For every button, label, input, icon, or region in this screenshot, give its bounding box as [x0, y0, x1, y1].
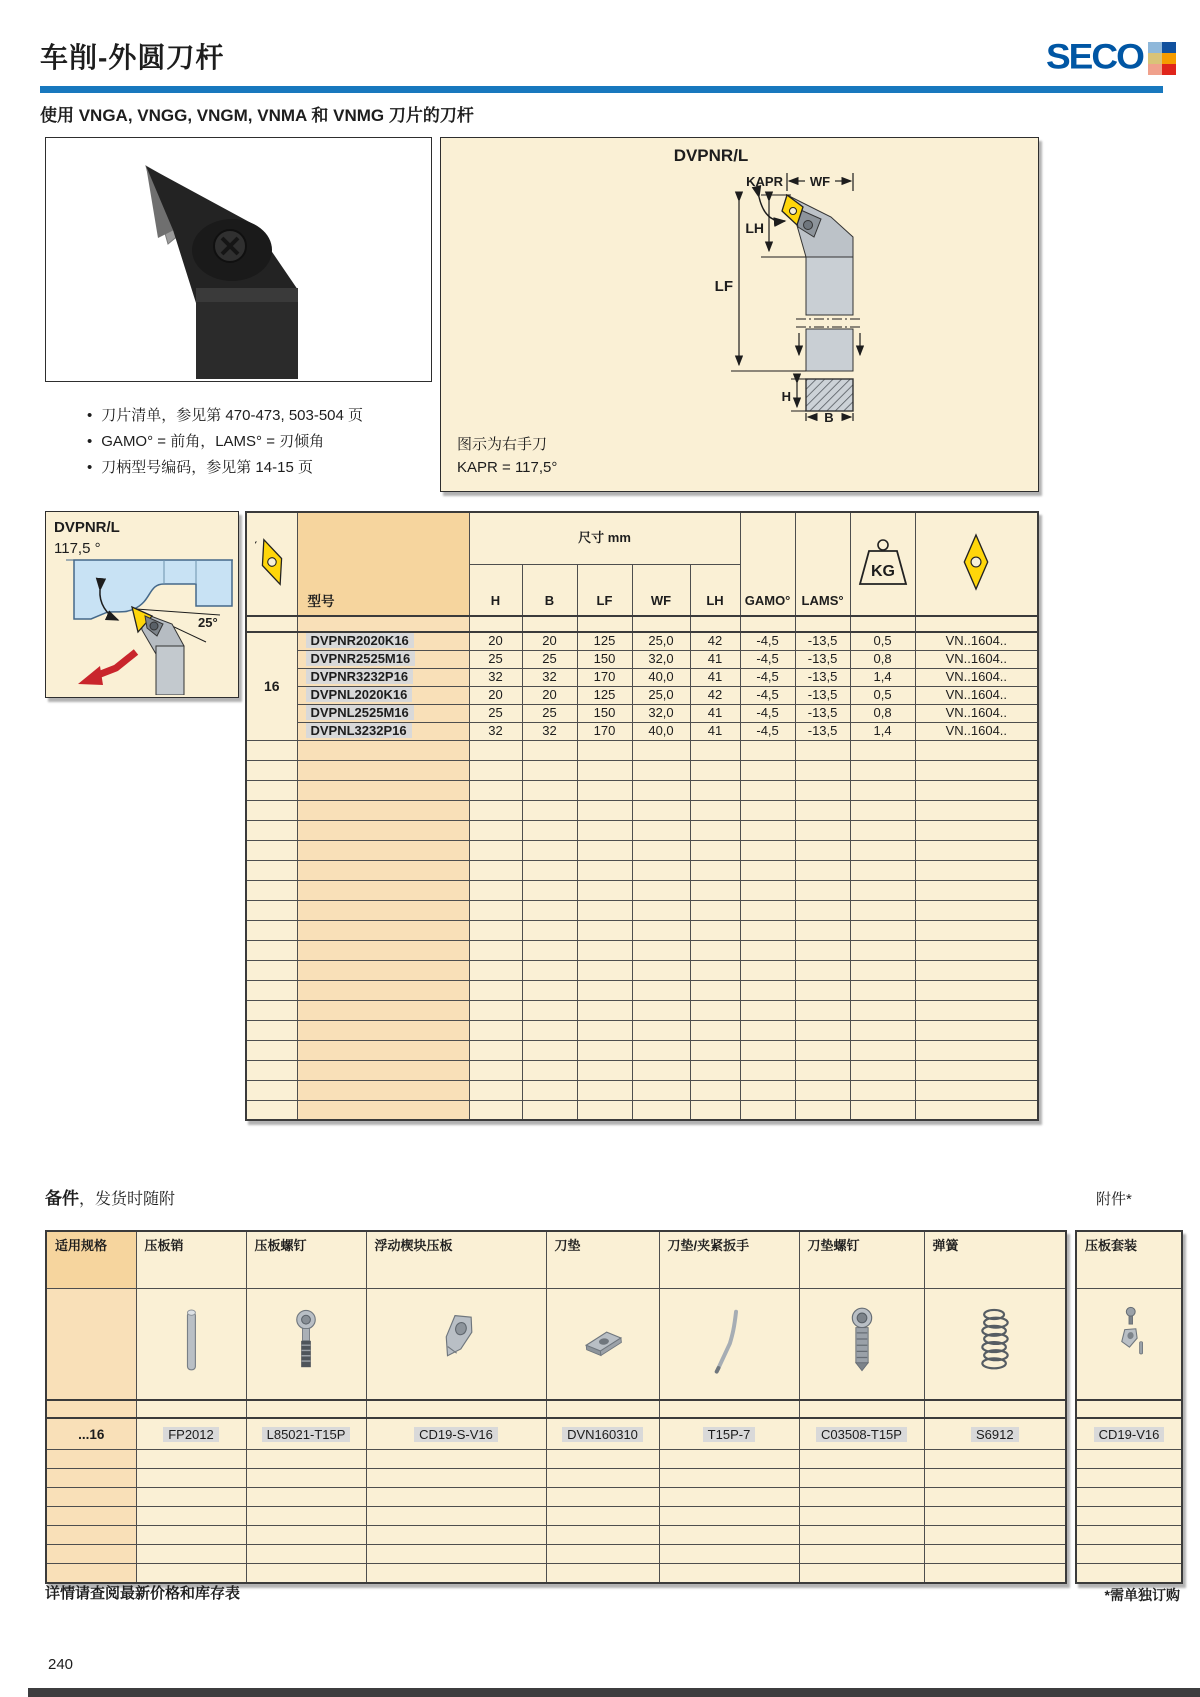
col-header-weight	[850, 512, 915, 616]
spacer-row	[1076, 1400, 1182, 1418]
dimension-drawing-icon	[601, 161, 981, 423]
cell-gamo: -4,5	[740, 704, 795, 722]
spares-icon-row	[46, 1289, 1066, 1401]
empty-row	[1076, 1469, 1182, 1488]
empty-row	[246, 880, 1038, 900]
empty-row	[246, 1060, 1038, 1080]
col-header-clamp-screw: 压板螺钉	[246, 1231, 366, 1289]
cell-lh: 41	[690, 722, 740, 740]
dimensions-table	[245, 511, 1039, 1121]
accessory-data-row	[1076, 1418, 1182, 1450]
notes-list	[47, 403, 363, 481]
cell-kg: 0,8	[850, 650, 915, 668]
cell-b: 25	[522, 650, 577, 668]
icon-cell	[1076, 1289, 1182, 1401]
cell-insert: VN..1604..	[915, 686, 1038, 704]
cell-lh: 42	[690, 632, 740, 650]
empty-row	[46, 1545, 1066, 1564]
icon-cell	[136, 1289, 246, 1401]
cell-gamo: -4,5	[740, 632, 795, 650]
cell-h: 32	[469, 722, 522, 740]
kg-weight-icon	[854, 538, 912, 586]
cell-lh: 41	[690, 668, 740, 686]
note-item: • 刀片清单，参见第 470-473, 503-504 页	[87, 403, 363, 429]
empty-row	[246, 940, 1038, 960]
accessory-table	[1075, 1230, 1183, 1584]
col-header-h: H	[469, 564, 522, 616]
col-header-size-mm: 尺寸 mm	[469, 512, 740, 564]
col-header-wedge-clamp: 浮动楔块压板	[366, 1231, 546, 1289]
icon-cell	[799, 1289, 924, 1401]
cell-gamo: -4,5	[740, 650, 795, 668]
seco-logo-squares-icon	[1148, 42, 1176, 75]
table-row	[246, 722, 1038, 740]
vn-insert-icon	[255, 533, 289, 591]
cell-h: 20	[469, 632, 522, 650]
spacer-row	[246, 616, 1038, 632]
empty-row	[46, 1488, 1066, 1507]
note-item: • 刀柄型号编码，参见第 14-15 页	[87, 455, 363, 481]
cell-lf: 125	[577, 632, 632, 650]
cell-part: C03508-T15P	[799, 1418, 924, 1450]
col-header-clamp-set: 压板套装	[1076, 1231, 1182, 1289]
cell-h: 20	[469, 686, 522, 704]
accessory-heading: 附件*	[1096, 1191, 1132, 1208]
col-header-lh: LH	[690, 564, 740, 616]
empty-row	[246, 920, 1038, 940]
cell-gamo: -4,5	[740, 686, 795, 704]
icon-cell	[546, 1289, 659, 1401]
seco-logo	[1046, 37, 1176, 76]
col-header-gamo: GAMO°	[740, 512, 795, 616]
table-row	[246, 686, 1038, 704]
shim-screw-icon	[840, 1300, 884, 1386]
cell-b: 25	[522, 704, 577, 722]
col-header-b: B	[522, 564, 577, 616]
insert-shape-icon-cell	[246, 512, 297, 616]
cell-lh: 41	[690, 704, 740, 722]
cell-model: DVPNL3232P16	[297, 722, 469, 740]
cell-model: DVPNR3232P16	[297, 668, 469, 686]
col-header-lf: LF	[577, 564, 632, 616]
cell-insert: VN..1604..	[915, 632, 1038, 650]
cell-part: FP2012	[136, 1418, 246, 1450]
shim-icon	[577, 1300, 629, 1386]
svg-text:KAPR: KAPR	[746, 174, 783, 189]
col-header-shim: 刀垫	[546, 1231, 659, 1289]
empty-row	[246, 980, 1038, 1000]
cell-lf: 150	[577, 704, 632, 722]
empty-row	[246, 900, 1038, 920]
cell-lh: 42	[690, 686, 740, 704]
col-header-wf: WF	[632, 564, 690, 616]
toolholder-photo-icon	[46, 138, 429, 379]
spares-data-row	[46, 1418, 1066, 1450]
cell-insert: VN..1604..	[915, 704, 1038, 722]
diagram-caption	[457, 433, 557, 479]
caption-line: 图示为右手刀	[457, 436, 548, 453]
seco-wordmark: SECO	[1046, 37, 1143, 76]
col-header-spring: 弹簧	[924, 1231, 1066, 1289]
cell-model: DVPNR2525M16	[297, 650, 469, 668]
table-header-row	[246, 512, 1038, 564]
application-diagram-box	[45, 511, 239, 698]
col-header-clamp-pin: 压板销	[136, 1231, 246, 1289]
cell-kg: 0,8	[850, 704, 915, 722]
col-header-insert	[915, 512, 1038, 616]
cell-insert: VN..1604..	[915, 722, 1038, 740]
cell-wf: 40,0	[632, 668, 690, 686]
cell-wf: 25,0	[632, 632, 690, 650]
empty-row	[246, 1040, 1038, 1060]
spares-header-row	[46, 1231, 1066, 1289]
empty-row	[246, 820, 1038, 840]
page-subtitle: 使用 VNGA, VNGG, VNGM, VNMA 和 VNMG 刀片的刀杆	[40, 106, 474, 125]
cell-model: DVPNL2525M16	[297, 704, 469, 722]
spares-heading-rest: ，发货时随附	[79, 1191, 176, 1208]
col-header-lams: LAMS°	[795, 512, 850, 616]
cell-insert: VN..1604..	[915, 668, 1038, 686]
empty-row	[46, 1469, 1066, 1488]
cell-size: ...16	[46, 1418, 136, 1450]
cell-part: CD19-V16	[1076, 1418, 1182, 1450]
svg-text:WF: WF	[809, 174, 831, 189]
empty-row	[1076, 1450, 1182, 1469]
cell-wf: 32,0	[632, 704, 690, 722]
empty-row	[1076, 1507, 1182, 1526]
accessory-header-row	[1076, 1231, 1182, 1289]
svg-text:H: H	[781, 389, 791, 404]
page-edge-bar	[28, 1688, 1200, 1697]
spacer-row	[46, 1400, 1066, 1418]
table-row	[246, 668, 1038, 686]
side-model-label: DVPNR/L	[54, 519, 120, 536]
cell-part: DVN160310	[546, 1418, 659, 1450]
cell-gamo: -4,5	[740, 668, 795, 686]
cell-kg: 1,4	[850, 722, 915, 740]
cell-lf: 170	[577, 722, 632, 740]
icon-cell	[924, 1289, 1066, 1401]
empty-row	[46, 1526, 1066, 1545]
col-header-shim-screw: 刀垫螺钉	[799, 1231, 924, 1289]
clamp-pin-icon	[169, 1300, 213, 1386]
cell-wf: 25,0	[632, 686, 690, 704]
cell-kg: 0,5	[850, 632, 915, 650]
icon-cell	[246, 1289, 366, 1401]
empty-row	[1076, 1545, 1182, 1564]
cell-b: 20	[522, 686, 577, 704]
cell-lams: -13,5	[795, 668, 850, 686]
insert-size-group: 16	[246, 632, 297, 740]
svg-text:B: B	[824, 410, 834, 423]
cell-kg: 0,5	[850, 686, 915, 704]
cell-b: 20	[522, 632, 577, 650]
cell-lf: 170	[577, 668, 632, 686]
spares-heading	[45, 1184, 175, 1209]
empty-row	[1076, 1526, 1182, 1545]
footer-note: 详情请查阅最新价格和库存表	[45, 1585, 241, 1602]
cell-h: 25	[469, 650, 522, 668]
empty-row	[246, 860, 1038, 880]
cell-part: S6912	[924, 1418, 1066, 1450]
cell-wf: 40,0	[632, 722, 690, 740]
cell-b: 32	[522, 722, 577, 740]
cell-lams: -13,5	[795, 686, 850, 704]
footer-order-note: *需单独订购	[1104, 1587, 1180, 1603]
table-row	[246, 650, 1038, 668]
icon-cell	[659, 1289, 799, 1401]
empty-row	[246, 1100, 1038, 1120]
clamp-set-icon	[1107, 1300, 1151, 1386]
product-photo	[45, 137, 432, 382]
cell-lf: 150	[577, 650, 632, 668]
empty-row	[246, 800, 1038, 820]
empty-row	[246, 760, 1038, 780]
caption-line: KAPR = 117,5°	[457, 459, 558, 476]
dimension-diagram-box	[440, 137, 1039, 492]
page-number: 240	[48, 1656, 74, 1673]
empty-row	[246, 960, 1038, 980]
empty-row	[46, 1507, 1066, 1526]
spring-icon	[971, 1300, 1019, 1386]
cell-kg: 1,4	[850, 668, 915, 686]
empty-row	[246, 1080, 1038, 1100]
cell-wf: 32,0	[632, 650, 690, 668]
clamp-screw-icon	[284, 1300, 328, 1386]
cell-insert: VN..1604..	[915, 650, 1038, 668]
vn-insert-icon	[958, 532, 994, 592]
insert-angle-label: 25°	[198, 615, 218, 630]
cell-b: 32	[522, 668, 577, 686]
cell-h: 25	[469, 704, 522, 722]
cell-lams: -13,5	[795, 632, 850, 650]
spares-heading-bold: 备件	[45, 1189, 79, 1208]
note-item: • GAMO° = 前角，LAMS° = 刃倾角	[87, 429, 363, 455]
empty-row	[46, 1564, 1066, 1583]
col-header-size: 适用规格	[46, 1231, 136, 1289]
empty-row	[246, 840, 1038, 860]
cell-lh: 41	[690, 650, 740, 668]
table-row	[246, 704, 1038, 722]
side-angle-label: 117,5 °	[54, 540, 101, 557]
empty-row	[246, 740, 1038, 760]
cell-lams: -13,5	[795, 650, 850, 668]
diagram-title: DVPNR/L	[673, 146, 749, 165]
empty-row	[246, 780, 1038, 800]
wedge-clamp-icon	[434, 1300, 478, 1386]
svg-text:LF: LF	[714, 278, 733, 295]
page-title: 车削-外圆刀杆	[40, 42, 225, 73]
spares-table	[45, 1230, 1067, 1584]
empty-row	[46, 1450, 1066, 1469]
cell-h: 32	[469, 668, 522, 686]
empty-row	[1076, 1488, 1182, 1507]
icon-cell	[366, 1289, 546, 1401]
cell-model: DVPNR2020K16	[297, 632, 469, 650]
empty-row	[246, 1000, 1038, 1020]
accessory-icon-row	[1076, 1289, 1182, 1401]
cell-part: CD19-S-V16	[366, 1418, 546, 1450]
empty-row	[246, 1020, 1038, 1040]
wrench-icon	[707, 1300, 751, 1386]
empty-row	[1076, 1564, 1182, 1583]
cell-part: L85021-T15P	[246, 1418, 366, 1450]
header-rule	[40, 86, 1163, 93]
cell-lams: -13,5	[795, 722, 850, 740]
table-row	[246, 632, 1038, 650]
cell-lams: -13,5	[795, 704, 850, 722]
col-header-model: 型号	[297, 512, 469, 616]
cell-model: DVPNL2020K16	[297, 686, 469, 704]
cell-part: T15P-7	[659, 1418, 799, 1450]
col-header-wrench: 刀垫/夹紧扳手	[659, 1231, 799, 1289]
svg-text:KG: KG	[870, 563, 895, 580]
cell-lf: 125	[577, 686, 632, 704]
cell-gamo: -4,5	[740, 722, 795, 740]
svg-text:LH: LH	[745, 220, 764, 236]
